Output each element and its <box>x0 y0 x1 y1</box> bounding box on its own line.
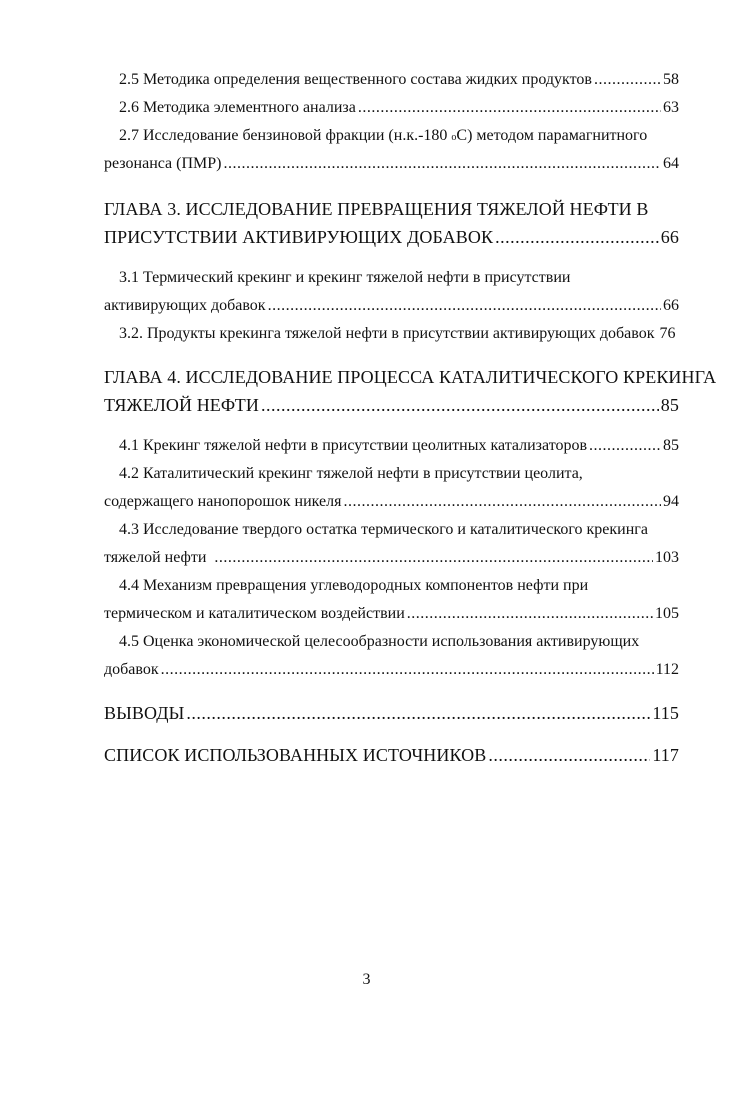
toc-chapter-title: ТЯЖЕЛОЙ НЕФТИ <box>104 395 259 415</box>
toc-chapter-3-line2 <box>104 226 679 248</box>
toc-entry-3-2 <box>119 324 679 344</box>
toc-page-number: 94 <box>663 493 679 510</box>
toc-entry-2-7-line1: 2.7 Исследование бензиновой фракции (н.к.-180 о С) методом парамагнитного <box>119 127 648 144</box>
toc-page-number: 85 <box>660 395 679 415</box>
toc-page-number: 115 <box>652 703 679 723</box>
toc-entry-title: 4.5 Оценка экономической целесообразности использования активирующих <box>119 633 640 650</box>
toc-entry-3-1-line1 <box>119 268 570 288</box>
toc-entry-title: тяжелой нефти <box>104 549 207 566</box>
toc-entry-4-5-line1 <box>119 632 639 652</box>
dot-leader <box>343 492 661 512</box>
toc-entry-title: 4.4 Механизм превращения углеводородных компонентов нефти при <box>119 577 589 594</box>
toc-entry-title: добавок <box>104 661 159 678</box>
toc-page-number: 58 <box>663 71 679 88</box>
dot-leader <box>495 226 659 248</box>
toc-entry-title: термическом и каталитическом воздействии <box>104 605 405 622</box>
toc-entry-title: резонанса (ПМР) <box>104 155 222 172</box>
toc-entry-4-4-line1 <box>119 576 588 596</box>
toc-entry-4-5-line2 <box>104 660 679 680</box>
toc-entry-title: 3.1 Термический крекинг и крекинг тяжелой нефти в присутствии <box>119 269 571 286</box>
dot-leader <box>161 660 654 680</box>
toc-entry-title: содержащего нанопорошок никеля <box>104 493 342 510</box>
toc-conclusions <box>104 702 679 724</box>
dot-leader <box>358 98 661 118</box>
toc-entry-4-2-line1 <box>119 464 583 484</box>
toc-page-number: 112 <box>655 661 679 678</box>
toc-page-number: 105 <box>655 605 679 622</box>
toc-entry-title: 2.7 Исследование бензиновой фракции (н.к.-180 <box>119 127 452 144</box>
toc-chapter-title: ВЫВОДЫ <box>104 703 185 723</box>
toc-page-number: 117 <box>652 745 679 765</box>
dot-leader <box>261 394 659 416</box>
toc-entry-title: 4.3 Исследование твердого остатка термического и каталитического крекинга <box>119 521 648 538</box>
toc-entry-4-1 <box>119 436 679 456</box>
toc-page-number: 66 <box>663 297 679 314</box>
dot-leader <box>589 436 661 456</box>
toc-chapter-4-line2 <box>104 394 679 416</box>
toc-page-number: 63 <box>663 99 679 116</box>
toc-entry-4-3-line1 <box>119 520 648 540</box>
toc-entry-4-4-line2 <box>104 604 679 624</box>
toc-entry-3-1-line2 <box>104 296 679 316</box>
toc-entry-2-7-line2 <box>104 154 679 174</box>
page-number: 3 <box>362 971 371 988</box>
dot-leader <box>594 70 661 90</box>
toc-page-number: 103 <box>655 549 679 566</box>
toc-chapter-title: СПИСОК ИСПОЛЬЗОВАННЫХ ИСТОЧНИКОВ <box>104 745 487 765</box>
dot-leader <box>223 154 661 174</box>
toc-chapter-title: ПРИСУТСТВИИ АКТИВИРУЮЩИХ ДОБАВОК <box>104 227 494 247</box>
toc-references <box>104 744 679 766</box>
toc-page-number: 66 <box>660 227 679 247</box>
toc-entry-title: 2.6 Методика элементного анализа <box>119 99 356 116</box>
toc-entry-title-cont: С) методом парамагнитного <box>456 127 648 144</box>
toc-chapter-4-line1 <box>104 366 716 388</box>
dot-leader <box>268 296 661 316</box>
dot-leader <box>407 604 653 624</box>
dot-leader <box>488 744 650 766</box>
toc-page-number: 76 <box>659 325 676 342</box>
toc-entry-2-6 <box>119 98 679 118</box>
toc-entry-4-3-line2 <box>104 548 679 568</box>
toc-entry-title: 2.5 Методика определения вещественного состава жидких продуктов <box>119 71 592 88</box>
toc-chapter-title: ГЛАВА 4. ИССЛЕДОВАНИЕ ПРОЦЕССА КАТАЛИТИЧЕСКОГО КРЕКИНГА <box>104 367 717 387</box>
toc-entry-title: 3.2. Продукты крекинга тяжелой нефти в присутствии активирующих добавок <box>119 325 655 342</box>
dot-leader <box>214 548 653 568</box>
toc-entry-4-2-line2 <box>104 492 679 512</box>
toc-entry-title: 4.2 Каталитический крекинг тяжелой нефти в присутствии цеолита, <box>119 465 583 482</box>
toc-entry-title: активирующих добавок <box>104 297 266 314</box>
toc-page-number: 85 <box>663 437 679 454</box>
toc-entry-2-5 <box>119 70 679 90</box>
toc-page-number: 64 <box>663 155 679 172</box>
dot-leader <box>186 702 650 724</box>
toc-chapter-3-line1 <box>104 198 649 220</box>
toc-entry-title: 4.1 Крекинг тяжелой нефти в присутствии цеолитных катализаторов <box>119 437 588 454</box>
toc-chapter-title: ГЛАВА 3. ИССЛЕДОВАНИЕ ПРЕВРАЩЕНИЯ ТЯЖЕЛОЙ НЕФТИ В <box>104 199 649 219</box>
